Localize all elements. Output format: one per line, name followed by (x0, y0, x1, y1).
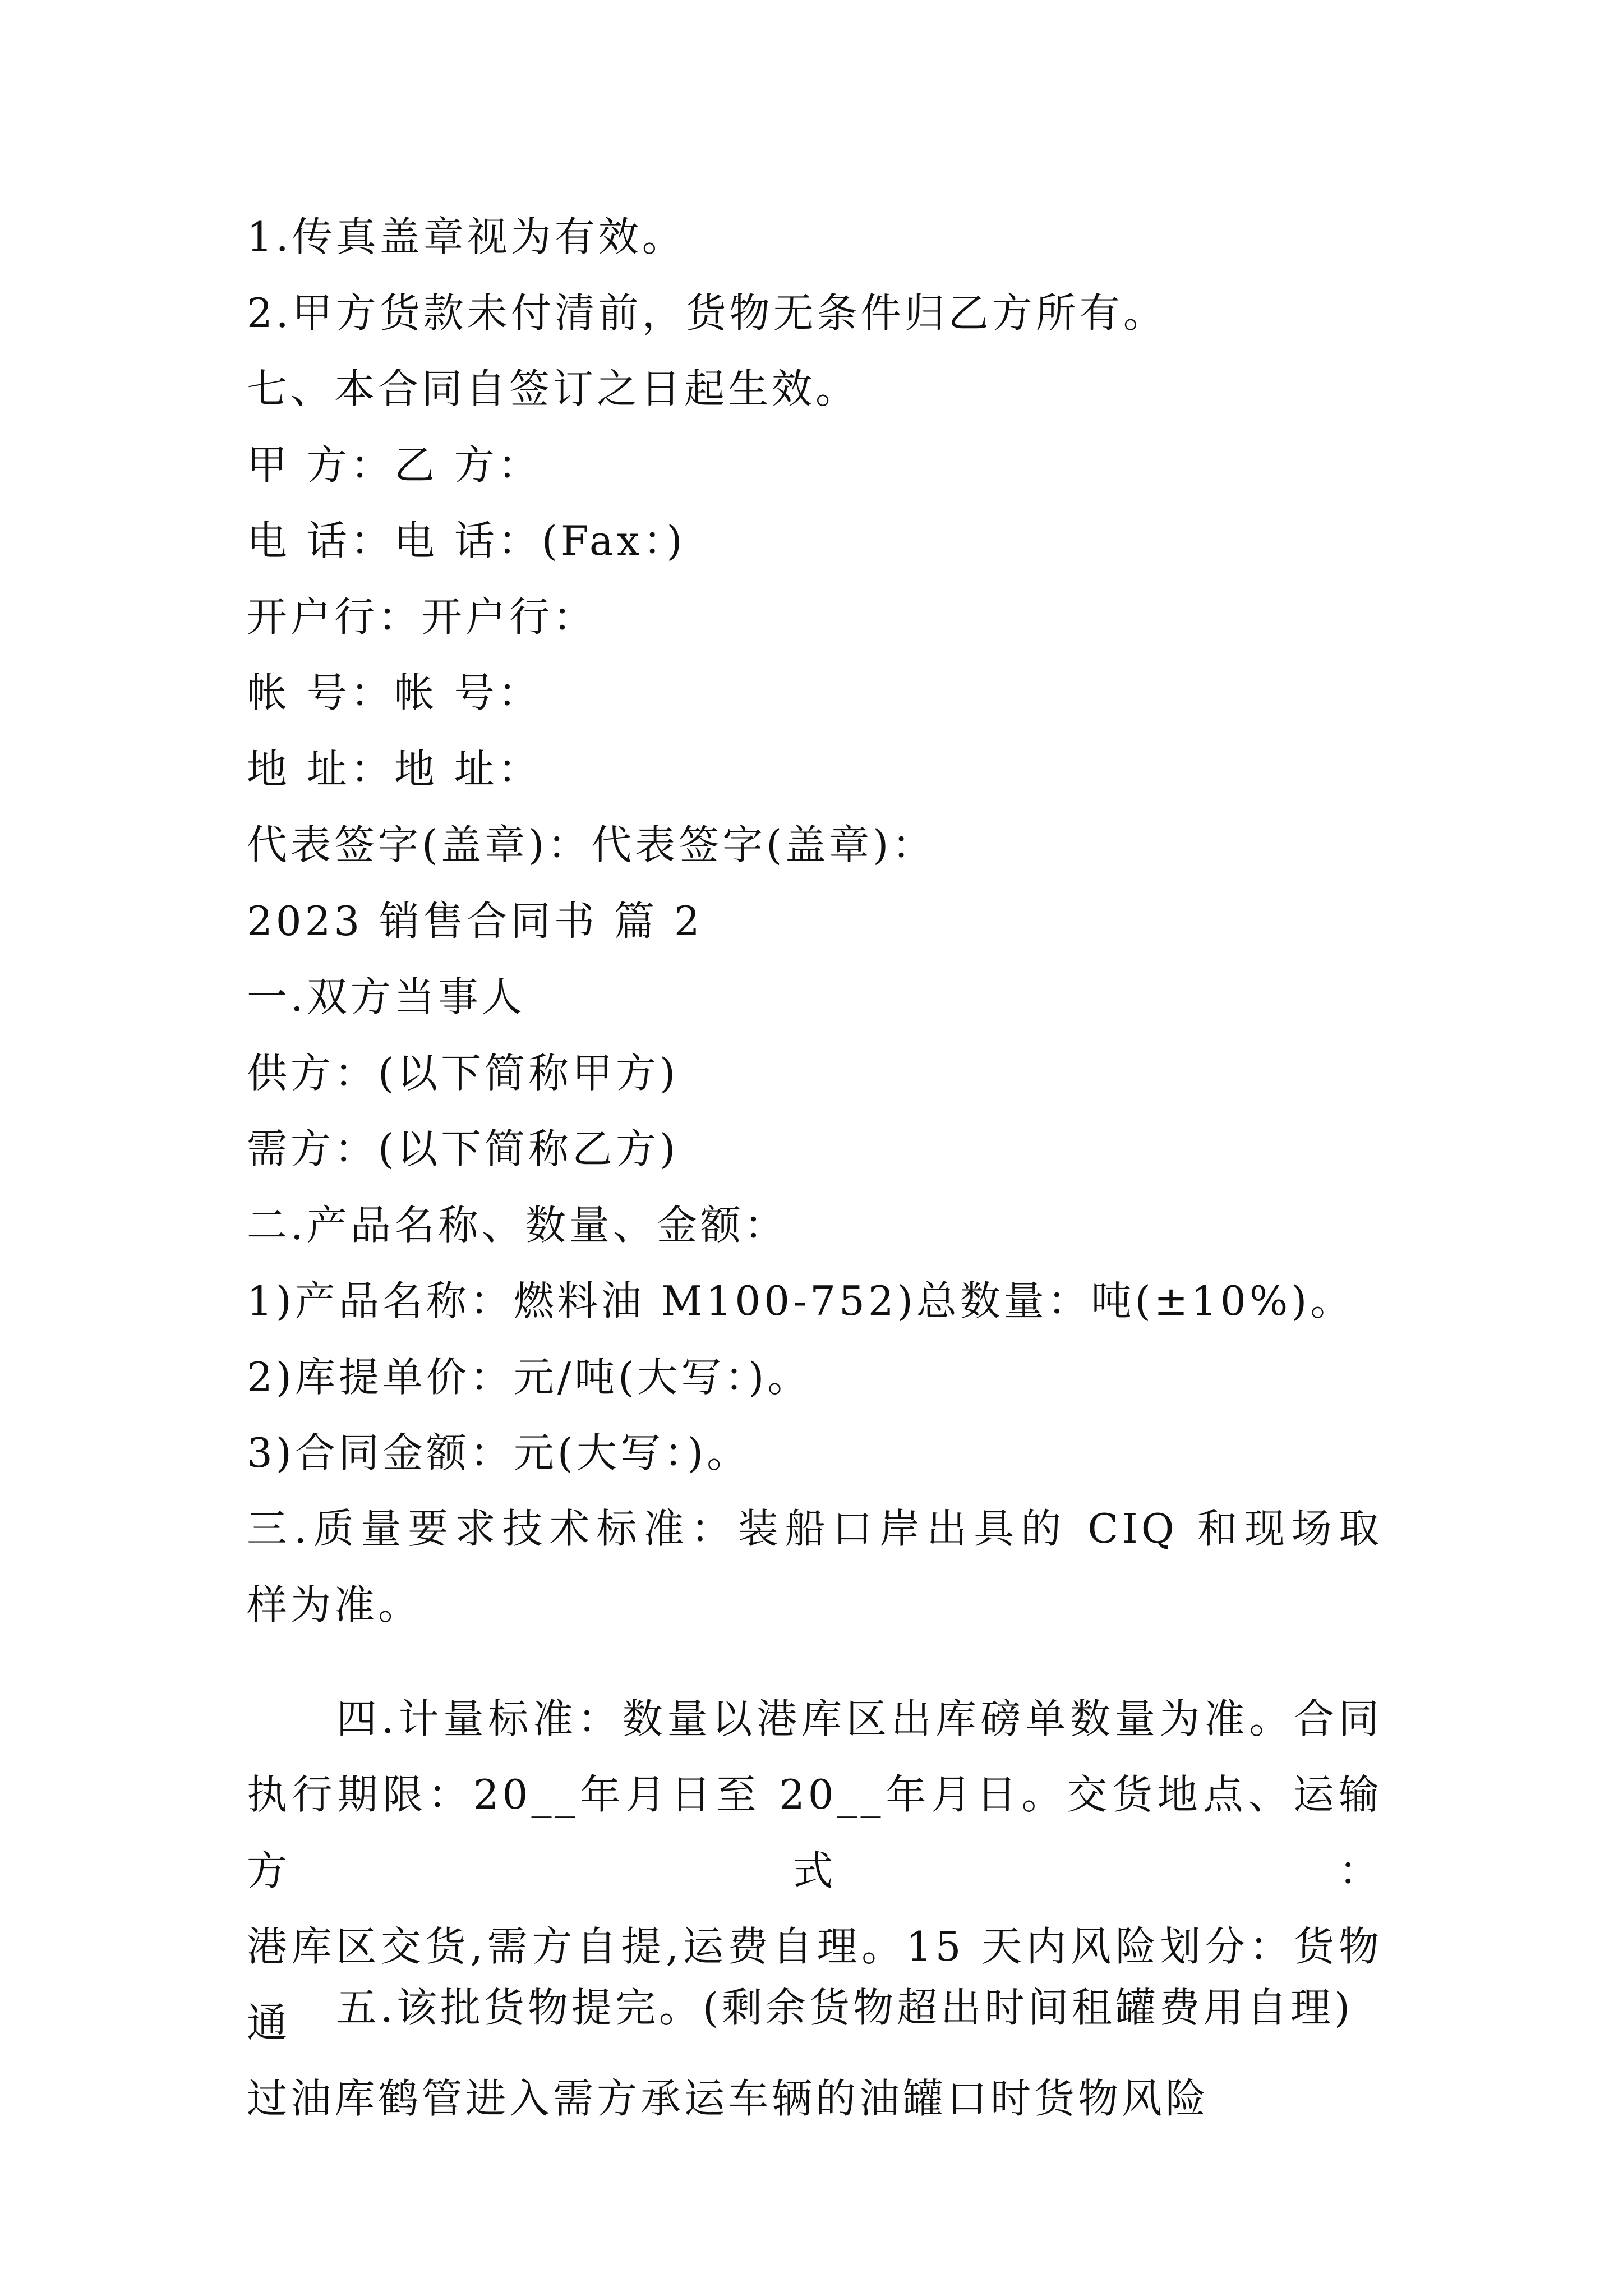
product-name-line: 1)产品名称：燃料油 M100-752)总数量：吨(±10%)。 (247, 1277, 1354, 1324)
account-line: 帐 号：帐 号： (247, 669, 542, 716)
clause-effective: 七、本合同自签订之日起生效。 (247, 365, 860, 412)
contract-amount-line: 3)合同金额：元(大写：)。 (247, 1429, 751, 1476)
bank-line: 开户行：开户行： (247, 593, 597, 641)
party-line: 甲 方：乙 方： (247, 441, 542, 489)
quality-paragraph (247, 1491, 1382, 1567)
clause-ownership: 2.甲方货款未付清前，货物无条件归乙方所有。 (247, 289, 1167, 337)
clause-fax-valid: 1.传真盖章视为有效。 (247, 213, 686, 260)
supplier-line: 供方：(以下简称甲方) (247, 1049, 679, 1097)
section-title: 2023 销售合同书 篇 2 (247, 897, 703, 945)
measurement-line-4: 过油库鹤管进入需方承运车辆的油罐口时货物风险 (247, 2075, 1210, 2122)
quality-line-1: 三.质量要求技术标准：装船口岸出具的 CIQ 和现场取 (247, 1505, 1382, 1552)
phone-line: 电 话：电 话：(Fax：) (247, 517, 686, 564)
measurement-line-1: 四.计量标准：数量以港库区出库磅单数量为准。合同 (336, 1695, 1382, 1742)
address-line: 地 址：地 址： (247, 745, 542, 793)
measurement-paragraph-cont (247, 1757, 1382, 2137)
unit-price-line: 2)库提单价：元/吨(大写：)。 (247, 1353, 811, 1401)
measurement-paragraph (336, 1681, 1382, 1757)
delivery-paragraph (336, 1970, 1391, 2046)
delivery-line-1: 五.该批货物提完。(剩余货物超出时间租罐费用自理) (336, 1984, 1354, 2031)
measurement-line-3: 港库区交货,需方自提,运费自理。15 天内风险划分：货物通 (247, 1923, 1382, 2046)
heading-product: 二.产品名称、数量、金额： (247, 1201, 788, 1249)
signature-line: 代表签字(盖章)：代表签字(盖章)： (247, 821, 936, 868)
measurement-line-2: 执行期限：20__年月日至 20__年月日。交货地点、运输方式： (247, 1771, 1382, 1894)
quality-line-2: 样为准。 (247, 1581, 422, 1628)
document-body (247, 199, 1391, 1492)
quality-paragraph-cont (247, 1567, 1382, 1644)
heading-parties: 一.双方当事人 (247, 973, 525, 1020)
buyer-line: 需方：(以下简称乙方) (247, 1125, 679, 1172)
